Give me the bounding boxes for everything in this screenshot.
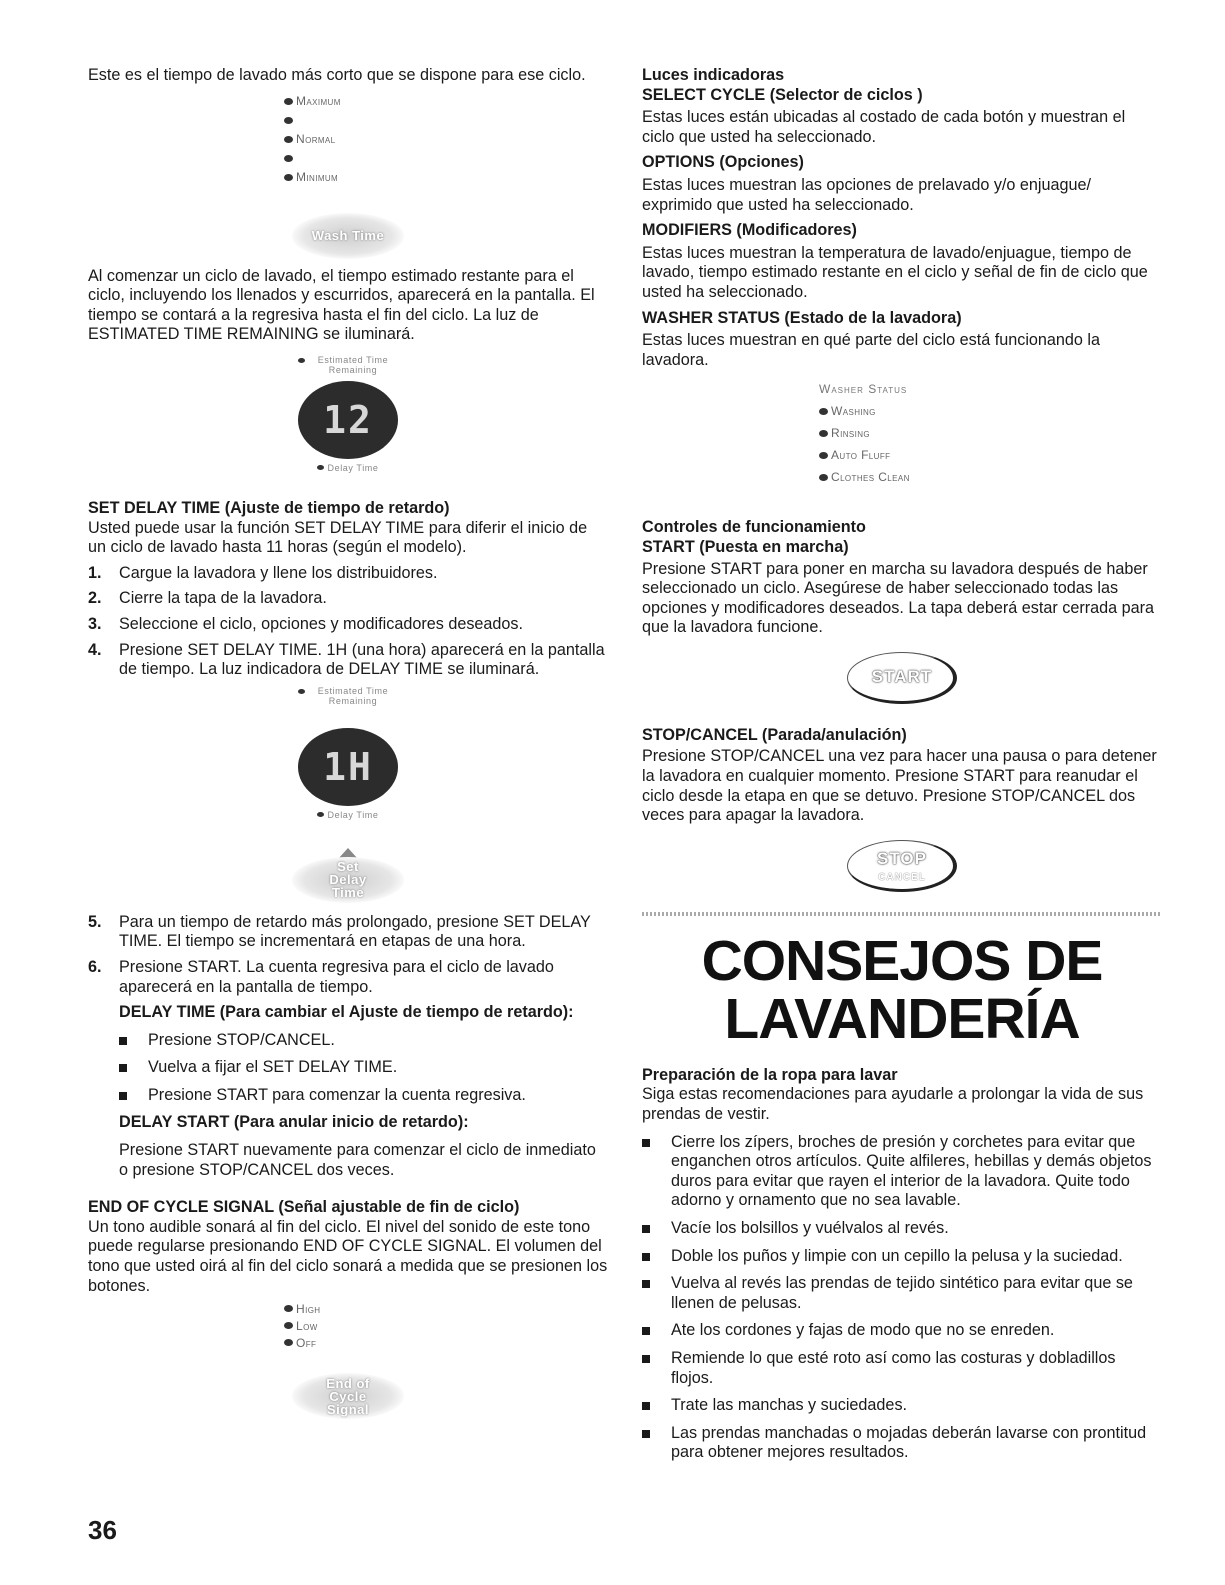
indicator-light-icon: [298, 689, 305, 694]
indicator-light-icon: [298, 358, 305, 363]
indicator-light-icon: [284, 136, 293, 143]
stop-cancel-heading: STOP/CANCEL (Parada/anulación): [642, 725, 907, 744]
indicator-light-icon: [284, 1339, 293, 1346]
wash-level-lights: [284, 92, 608, 187]
list-item: 5. Para un tiempo de retardo más prolongado, presione SET DELAY TIME. El tiempo se incrementará en etapas de una hora.: [88, 912, 591, 951]
options-heading: OPTIONS (Opciones): [642, 153, 804, 172]
page-title: CONSEJOS DE LAVANDERÍA: [701, 928, 1103, 1051]
display-top-label: Estimated Time Remaining: [317, 354, 389, 375]
section-divider: [642, 912, 1162, 916]
list-item: Las prendas manchadas o mojadas deberán lavarse con prontitud para obtener mejores resultados.: [642, 1424, 1162, 1463]
delay-time-heading: DELAY TIME (Para cambiar el Ajuste de tiempo de retardo):: [119, 1003, 574, 1022]
list-item: Vuelva a fijar el SET DELAY TIME.: [119, 1058, 608, 1078]
signal-level-off: Off: [284, 1334, 608, 1351]
time-display-1: [248, 355, 448, 473]
list-item: Presione START para comenzar la cuenta regresiva.: [119, 1086, 608, 1106]
wash-intro: Este es el tiempo de lavado más corto que se dispone para ese ciclo.: [88, 66, 586, 84]
indicator-light-icon: [284, 98, 293, 105]
modifiers-heading: MODIFIERS (Modificadores): [642, 221, 857, 240]
wash-level-minimum: Minimum: [284, 168, 608, 187]
signal-level-high: High: [284, 1300, 608, 1317]
steps-list-a: [88, 564, 608, 680]
page-number: 36: [88, 1515, 117, 1545]
time-display-screen: 12: [298, 381, 398, 459]
wash-level-normal: Normal: [284, 130, 608, 149]
status-clothes-clean: Clothes Clean: [819, 466, 1162, 488]
indicator-light-icon: [819, 474, 828, 481]
list-item: Remiende lo que esté roto así como las costuras y dobladillos flojos.: [642, 1349, 1162, 1388]
indicator-light-icon: [284, 1305, 293, 1312]
end-of-cycle-signal-button: End of Cycle Signal: [292, 1373, 404, 1419]
display-bottom-label: Delay Time: [327, 462, 379, 473]
start-button: START: [847, 652, 957, 704]
wash-time-button: Wash Time: [292, 213, 404, 259]
list-item: 1. Cargue la lavadora y llene los distribuidores.: [88, 563, 438, 582]
indicator-light-icon: [284, 1322, 293, 1329]
left-column: [88, 66, 608, 1419]
end-cycle-paragraph: Un tono audible sonará al fin del ciclo. El nivel del sonido de este tono puede regularse presionando END OF CYCLE SIGNAL. El volumen del tono que usted oirá al fin del ciclo sonará a medida que se presionen los botones.: [88, 1217, 608, 1295]
start-heading: START (Puesta en marcha): [642, 537, 849, 556]
select-cycle-heading: SELECT CYCLE (Selector de ciclos ): [642, 85, 923, 104]
options-paragraph: Estas luces muestran las opciones de prelavado y/o enjuague/ exprimido que usted ha seleccionado.: [642, 175, 1092, 214]
steps-list-b: [88, 913, 608, 997]
indicator-light-icon: [819, 408, 828, 415]
delay-time-section: [88, 1003, 608, 1180]
wash-level-2: [284, 111, 608, 130]
signal-level-low: Low: [284, 1317, 608, 1334]
status-title: Washer Status: [819, 382, 908, 397]
list-item: 6. Presione START. La cuenta regresiva para el ciclo de lavado aparecerá en la pantalla de tiempo.: [88, 957, 554, 996]
list-item: Vacíe los bolsillos y vuélvalos al revés.: [642, 1219, 1162, 1239]
select-cycle-paragraph: Estas luces están ubicadas al costado de cada botón y muestran el ciclo que usted ha seleccionado.: [642, 108, 1126, 146]
indicator-light-icon: [284, 174, 293, 181]
list-item: Doble los puños y limpie con un cepillo la pelusa y la suciedad.: [642, 1247, 1162, 1267]
set-delay-time-button: Set Delay Time: [292, 857, 404, 903]
indicator-light-icon: [317, 465, 324, 470]
washer-status-lights: [819, 382, 1162, 488]
stop-cancel-button: STOP CANCEL: [847, 840, 957, 892]
set-delay-paragraph: Usted puede usar la función SET DELAY TIME para diferir el inicio de un ciclo de lavado hasta 11 horas (según el modelo).: [88, 518, 588, 557]
list-item: Trate las manchas y suciedades.: [642, 1396, 1162, 1416]
estimated-time-paragraph: Al comenzar un ciclo de lavado, el tiempo estimado restante para el ciclo, incluyendo los llenados y escurridos, aparecerá en la pantalla. El tiempo se contará a la regresiva hasta el fin del ciclo. La luz de ESTIMATED TIME REMAINING se iluminará.: [88, 266, 595, 344]
indicator-light-icon: [284, 155, 293, 162]
prep-bullets: [642, 1133, 1162, 1463]
wash-level-4: [284, 149, 608, 168]
washer-status-paragraph: Estas luces muestran en qué parte del ciclo está funcionando la lavadora.: [642, 331, 1101, 369]
list-item: Cierre los zípers, broches de presión y corchetes para evitar que enganchen otros artículos. Quite alfileres, hebillas y demás objetos duros para evitar que rayen el interior de la lavadora. Quite todo adorno y ornamento que no sea lavable.: [642, 1133, 1162, 1211]
list-item: 2. Cierre la tapa de la lavadora.: [88, 589, 327, 608]
end-cycle-heading: END OF CYCLE SIGNAL (Señal ajustable de fin de ciclo): [88, 1198, 520, 1217]
list-item: Ate los cordones y fajas de modo que no se enreden.: [642, 1321, 1162, 1341]
indicator-light-icon: [819, 430, 828, 437]
modifiers-paragraph: Estas luces muestran la temperatura de lavado/enjuague, tiempo de lavado, tiempo estimado restante en el ciclo y señal de fin de ciclo que usted ha seleccionado.: [642, 243, 1148, 301]
washer-status-heading: WASHER STATUS (Estado de la lavadora): [642, 308, 962, 327]
delay-start-heading: DELAY START (Para anular inicio de retardo):: [119, 1113, 469, 1132]
status-washing: Washing: [819, 400, 1162, 422]
luces-heading: Luces indicadoras: [642, 66, 785, 84]
list-item: 3. Seleccione el ciclo, opciones y modificadores deseados.: [88, 614, 524, 633]
display-top-label: Estimated Time Remaining: [317, 685, 389, 706]
set-delay-heading: SET DELAY TIME (Ajuste de tiempo de retardo): [88, 498, 450, 517]
list-item: Vuelva al revés las prendas de tejido sintético para evitar que se llenen de pelusas.: [642, 1274, 1162, 1313]
indicator-light-icon: [284, 117, 293, 124]
display-bottom-label: Delay Time: [327, 809, 379, 820]
signal-level-lights: [284, 1300, 608, 1351]
status-auto-fluff: Auto Fluff: [819, 444, 1162, 466]
prep-paragraph: Siga estas recomendaciones para ayudarle a prolongar la vida de sus prendas de vestir.: [642, 1085, 1144, 1124]
indicator-light-icon: [819, 452, 828, 459]
time-display-2: [248, 686, 448, 820]
controles-heading: Controles de funcionamiento: [642, 518, 866, 537]
status-rinsing: Rinsing: [819, 422, 1162, 444]
list-item: 4. Presione SET DELAY TIME. 1H (una hora) aparecerá en la pantalla de tiempo. La luz indicadora de DELAY TIME se iluminará.: [88, 640, 605, 679]
time-display-screen: 1H: [298, 728, 398, 806]
delay-start-paragraph: Presione START nuevamente para comenzar el ciclo de inmediato o presione STOP/CANCEL dos veces.: [119, 1141, 596, 1179]
start-paragraph: Presione START para poner en marcha su lavadora después de haber seleccionado un ciclo. Asegúrese de haber seleccionado todas las opciones y modificadores deseados. La tapa deberá estar cerrada para que la lavadora funcione.: [642, 559, 1155, 637]
indicator-light-icon: [317, 812, 324, 817]
list-item: Presione STOP/CANCEL.: [119, 1031, 608, 1051]
delay-time-bullets: [119, 1031, 608, 1106]
wash-level-maximum: Maximum: [284, 92, 608, 111]
stop-cancel-paragraph: Presione STOP/CANCEL una vez para hacer una pausa o para detener la lavadora en cualquier momento. Presione START para reanudar el ciclo desde la etapa en que se detuvo. Presione STOP/CANCEL dos veces para apagar la lavadora.: [642, 747, 1157, 825]
prep-heading: Preparación de la ropa para lavar: [642, 1065, 898, 1084]
right-column: [642, 66, 1162, 1471]
